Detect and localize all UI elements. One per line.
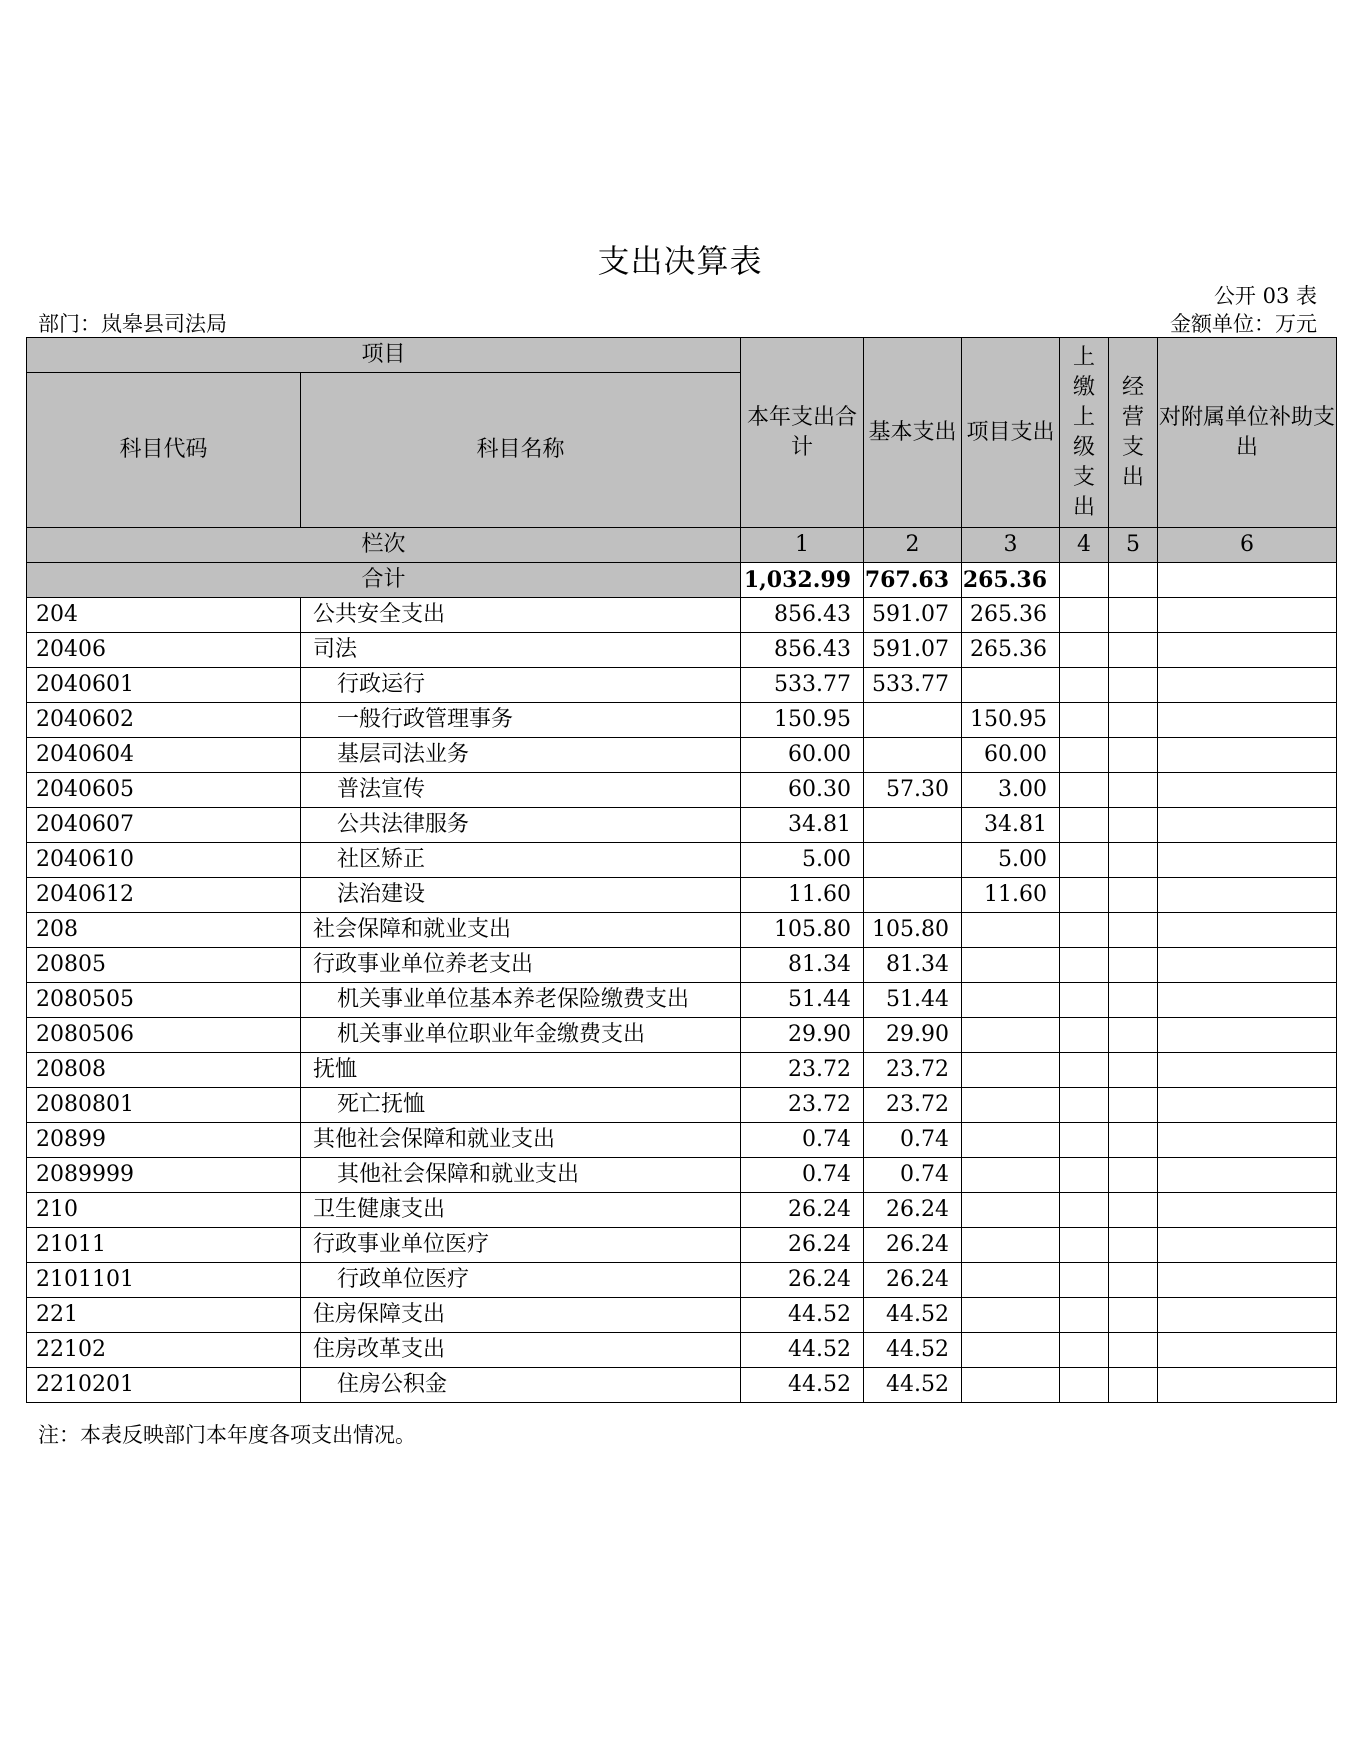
row-basic: 26.24 [864, 1228, 962, 1263]
row-remit [1060, 1123, 1109, 1158]
row-subsidy [1158, 808, 1337, 843]
total-subsidy [1158, 563, 1337, 598]
table-row [27, 1263, 1337, 1298]
row-remit [1060, 1158, 1109, 1193]
row-total: 44.52 [741, 1333, 864, 1368]
row-subsidy [1158, 1298, 1337, 1333]
row-project: 265.36 [962, 633, 1060, 668]
row-total: 29.90 [741, 1018, 864, 1053]
row-total: 0.74 [741, 1123, 864, 1158]
row-remit [1060, 948, 1109, 983]
table-row [27, 738, 1337, 773]
row-subsidy [1158, 703, 1337, 738]
total-basic: 767.63 [864, 563, 962, 598]
row-name: 机关事业单位职业年金缴费支出 [301, 1018, 741, 1053]
row-code: 2080801 [27, 1088, 301, 1123]
form-number: 公开 03 表 [1213, 284, 1317, 308]
row-name: 住房保障支出 [301, 1298, 741, 1333]
table-row [27, 948, 1337, 983]
expenditure-table [26, 337, 1337, 1403]
table-row [27, 1123, 1337, 1158]
table-body [27, 598, 1337, 1403]
row-basic: 81.34 [864, 948, 962, 983]
row-name: 行政事业单位养老支出 [301, 948, 741, 983]
table-row [27, 843, 1337, 878]
row-basic: 23.72 [864, 1053, 962, 1088]
footnote: 注：本表反映部门本年度各项支出情况。 [38, 1423, 416, 1447]
row-code: 204 [27, 598, 301, 633]
row-subsidy [1158, 1018, 1337, 1053]
row-remit [1060, 1053, 1109, 1088]
table-row [27, 1088, 1337, 1123]
header-column-order: 栏次 [27, 528, 741, 563]
row-code: 20808 [27, 1053, 301, 1088]
row-project: 265.36 [962, 598, 1060, 633]
row-name: 基层司法业务 [301, 738, 741, 773]
column-number-5: 5 [1109, 528, 1158, 563]
row-name: 行政单位医疗 [301, 1263, 741, 1298]
row-code: 2210201 [27, 1368, 301, 1403]
total-label: 合计 [27, 563, 741, 598]
row-remit [1060, 878, 1109, 913]
total-row [27, 563, 1337, 598]
row-subsidy [1158, 1368, 1337, 1403]
row-code: 2040601 [27, 668, 301, 703]
table-row [27, 1298, 1337, 1333]
row-operating [1109, 1193, 1158, 1228]
header-total-expenditure-text: 本年支出合计 [747, 404, 858, 460]
row-name: 机关事业单位基本养老保险缴费支出 [301, 983, 741, 1018]
row-basic: 533.77 [864, 668, 962, 703]
row-total: 533.77 [741, 668, 864, 703]
table-row [27, 1333, 1337, 1368]
row-code: 208 [27, 913, 301, 948]
row-basic: 591.07 [864, 633, 962, 668]
row-basic: 44.52 [864, 1368, 962, 1403]
department-label: 部门：岚皋县司法局 [38, 312, 227, 336]
row-basic [864, 843, 962, 878]
total-sum: 1,032.99 [741, 563, 864, 598]
row-basic: 44.52 [864, 1298, 962, 1333]
row-total: 44.52 [741, 1368, 864, 1403]
row-basic: 591.07 [864, 598, 962, 633]
row-operating [1109, 633, 1158, 668]
table-row [27, 773, 1337, 808]
row-code: 2101101 [27, 1263, 301, 1298]
row-code: 2040605 [27, 773, 301, 808]
row-project [962, 668, 1060, 703]
row-name: 住房公积金 [301, 1368, 741, 1403]
row-subsidy [1158, 1158, 1337, 1193]
row-code: 22102 [27, 1333, 301, 1368]
row-name: 抚恤 [301, 1053, 741, 1088]
row-operating [1109, 1088, 1158, 1123]
row-name: 公共安全支出 [301, 598, 741, 633]
row-remit [1060, 1193, 1109, 1228]
row-operating [1109, 948, 1158, 983]
total-remit [1060, 563, 1109, 598]
row-name: 社会保障和就业支出 [301, 913, 741, 948]
column-number-3: 3 [962, 528, 1060, 563]
row-total: 856.43 [741, 633, 864, 668]
row-operating [1109, 1053, 1158, 1088]
row-subsidy [1158, 913, 1337, 948]
row-basic: 26.24 [864, 1193, 962, 1228]
row-remit [1060, 738, 1109, 773]
row-code: 2040604 [27, 738, 301, 773]
row-subsidy [1158, 598, 1337, 633]
row-total: 856.43 [741, 598, 864, 633]
row-name: 住房改革支出 [301, 1333, 741, 1368]
row-name: 其他社会保障和就业支出 [301, 1123, 741, 1158]
row-subsidy [1158, 948, 1337, 983]
row-code: 21011 [27, 1228, 301, 1263]
row-code: 20406 [27, 633, 301, 668]
row-total: 105.80 [741, 913, 864, 948]
row-total: 60.30 [741, 773, 864, 808]
header-project: 项目 [27, 338, 741, 373]
row-operating [1109, 843, 1158, 878]
row-total: 23.72 [741, 1053, 864, 1088]
row-operating [1109, 1263, 1158, 1298]
header-total-expenditure [741, 338, 864, 528]
header-remit-superior-text: 上缴上级支出 [1073, 344, 1096, 520]
row-project [962, 983, 1060, 1018]
row-operating [1109, 703, 1158, 738]
row-project [962, 1298, 1060, 1333]
column-number-4: 4 [1060, 528, 1109, 563]
row-project [962, 913, 1060, 948]
row-name: 法治建设 [301, 878, 741, 913]
row-remit [1060, 1228, 1109, 1263]
row-basic: 23.72 [864, 1088, 962, 1123]
row-name: 行政事业单位医疗 [301, 1228, 741, 1263]
row-project [962, 1088, 1060, 1123]
header-operating-expenditure [1109, 338, 1158, 528]
row-remit [1060, 668, 1109, 703]
row-basic: 51.44 [864, 983, 962, 1018]
row-project [962, 1053, 1060, 1088]
row-code: 2080506 [27, 1018, 301, 1053]
header-subsidiary-subsidy [1158, 338, 1337, 528]
row-basic [864, 703, 962, 738]
row-operating [1109, 808, 1158, 843]
row-basic [864, 738, 962, 773]
row-basic [864, 878, 962, 913]
row-subsidy [1158, 773, 1337, 808]
row-code: 20899 [27, 1123, 301, 1158]
row-subsidy [1158, 1193, 1337, 1228]
row-basic: 57.30 [864, 773, 962, 808]
row-total: 150.95 [741, 703, 864, 738]
table-row [27, 913, 1337, 948]
row-project [962, 1228, 1060, 1263]
header-name: 科目名称 [301, 373, 741, 528]
row-name: 司法 [301, 633, 741, 668]
row-subsidy [1158, 1263, 1337, 1298]
row-basic: 0.74 [864, 1158, 962, 1193]
row-name: 普法宣传 [301, 773, 741, 808]
column-number-2: 2 [864, 528, 962, 563]
row-remit [1060, 983, 1109, 1018]
row-subsidy [1158, 1053, 1337, 1088]
row-remit [1060, 808, 1109, 843]
row-project: 11.60 [962, 878, 1060, 913]
table-row [27, 808, 1337, 843]
amount-unit-label: 金额单位：万元 [1170, 312, 1317, 336]
row-operating [1109, 1158, 1158, 1193]
row-code: 210 [27, 1193, 301, 1228]
row-code: 2080505 [27, 983, 301, 1018]
row-operating [1109, 1298, 1158, 1333]
table-row [27, 703, 1337, 738]
row-subsidy [1158, 1333, 1337, 1368]
row-total: 11.60 [741, 878, 864, 913]
row-project [962, 1193, 1060, 1228]
row-subsidy [1158, 878, 1337, 913]
row-remit [1060, 1333, 1109, 1368]
row-operating [1109, 1018, 1158, 1053]
table-row [27, 1158, 1337, 1193]
row-operating [1109, 1333, 1158, 1368]
row-project: 34.81 [962, 808, 1060, 843]
row-operating [1109, 598, 1158, 633]
total-project: 265.36 [962, 563, 1060, 598]
row-basic: 26.24 [864, 1263, 962, 1298]
row-project [962, 1263, 1060, 1298]
row-name: 公共法律服务 [301, 808, 741, 843]
table-row [27, 1018, 1337, 1053]
row-code: 221 [27, 1298, 301, 1333]
row-operating [1109, 913, 1158, 948]
row-code: 2040602 [27, 703, 301, 738]
row-subsidy [1158, 843, 1337, 878]
row-basic: 0.74 [864, 1123, 962, 1158]
row-total: 23.72 [741, 1088, 864, 1123]
row-total: 51.44 [741, 983, 864, 1018]
row-subsidy [1158, 1088, 1337, 1123]
row-operating [1109, 668, 1158, 703]
row-project [962, 948, 1060, 983]
column-number-6: 6 [1158, 528, 1337, 563]
row-code: 2040610 [27, 843, 301, 878]
row-total: 26.24 [741, 1228, 864, 1263]
row-basic: 105.80 [864, 913, 962, 948]
row-operating [1109, 738, 1158, 773]
table-row [27, 878, 1337, 913]
row-remit [1060, 703, 1109, 738]
row-code: 20805 [27, 948, 301, 983]
row-total: 34.81 [741, 808, 864, 843]
row-total: 81.34 [741, 948, 864, 983]
row-total: 26.24 [741, 1263, 864, 1298]
header-remit-superior [1060, 338, 1109, 528]
row-name: 社区矫正 [301, 843, 741, 878]
row-project: 5.00 [962, 843, 1060, 878]
row-project: 150.95 [962, 703, 1060, 738]
row-total: 60.00 [741, 738, 864, 773]
row-subsidy [1158, 1228, 1337, 1263]
row-subsidy [1158, 1123, 1337, 1158]
row-remit [1060, 1018, 1109, 1053]
row-remit [1060, 1368, 1109, 1403]
row-operating [1109, 1228, 1158, 1263]
row-code: 2089999 [27, 1158, 301, 1193]
row-name: 其他社会保障和就业支出 [301, 1158, 741, 1193]
table-row [27, 598, 1337, 633]
row-total: 5.00 [741, 843, 864, 878]
header-operating-expenditure-text: 经营支出 [1122, 374, 1145, 490]
row-remit [1060, 843, 1109, 878]
total-operating [1109, 563, 1158, 598]
row-project [962, 1158, 1060, 1193]
row-subsidy [1158, 738, 1337, 773]
table-row [27, 1368, 1337, 1403]
row-remit [1060, 913, 1109, 948]
table-row [27, 1228, 1337, 1263]
row-operating [1109, 773, 1158, 808]
row-project [962, 1368, 1060, 1403]
header-basic-expenditure [864, 338, 962, 528]
row-operating [1109, 1368, 1158, 1403]
header-project-expenditure-text: 项目支出 [966, 419, 1055, 445]
header-basic-expenditure-text: 基本支出 [868, 419, 957, 445]
row-project [962, 1333, 1060, 1368]
row-total: 44.52 [741, 1298, 864, 1333]
row-subsidy [1158, 633, 1337, 668]
header-code: 科目代码 [27, 373, 301, 528]
row-operating [1109, 878, 1158, 913]
row-project [962, 1123, 1060, 1158]
column-number-1: 1 [741, 528, 864, 563]
row-remit [1060, 633, 1109, 668]
page-title: 支出决算表 [597, 242, 763, 280]
row-project: 60.00 [962, 738, 1060, 773]
row-operating [1109, 983, 1158, 1018]
row-code: 2040607 [27, 808, 301, 843]
row-name: 行政运行 [301, 668, 741, 703]
table-row [27, 1053, 1337, 1088]
row-code: 2040612 [27, 878, 301, 913]
row-subsidy [1158, 983, 1337, 1018]
table-row [27, 1193, 1337, 1228]
header-project-expenditure [962, 338, 1060, 528]
row-total: 0.74 [741, 1158, 864, 1193]
row-remit [1060, 1298, 1109, 1333]
row-basic [864, 808, 962, 843]
row-name: 一般行政管理事务 [301, 703, 741, 738]
header-subsidiary-subsidy-text: 对附属单位补助支出 [1159, 404, 1336, 460]
table-row [27, 668, 1337, 703]
row-total: 26.24 [741, 1193, 864, 1228]
table-row [27, 983, 1337, 1018]
row-operating [1109, 1123, 1158, 1158]
row-project [962, 1018, 1060, 1053]
row-remit [1060, 1088, 1109, 1123]
row-basic: 44.52 [864, 1333, 962, 1368]
row-remit [1060, 773, 1109, 808]
row-subsidy [1158, 668, 1337, 703]
row-name: 死亡抚恤 [301, 1088, 741, 1123]
table-row [27, 633, 1337, 668]
row-remit [1060, 1263, 1109, 1298]
row-project: 3.00 [962, 773, 1060, 808]
row-remit [1060, 598, 1109, 633]
row-name: 卫生健康支出 [301, 1193, 741, 1228]
row-basic: 29.90 [864, 1018, 962, 1053]
